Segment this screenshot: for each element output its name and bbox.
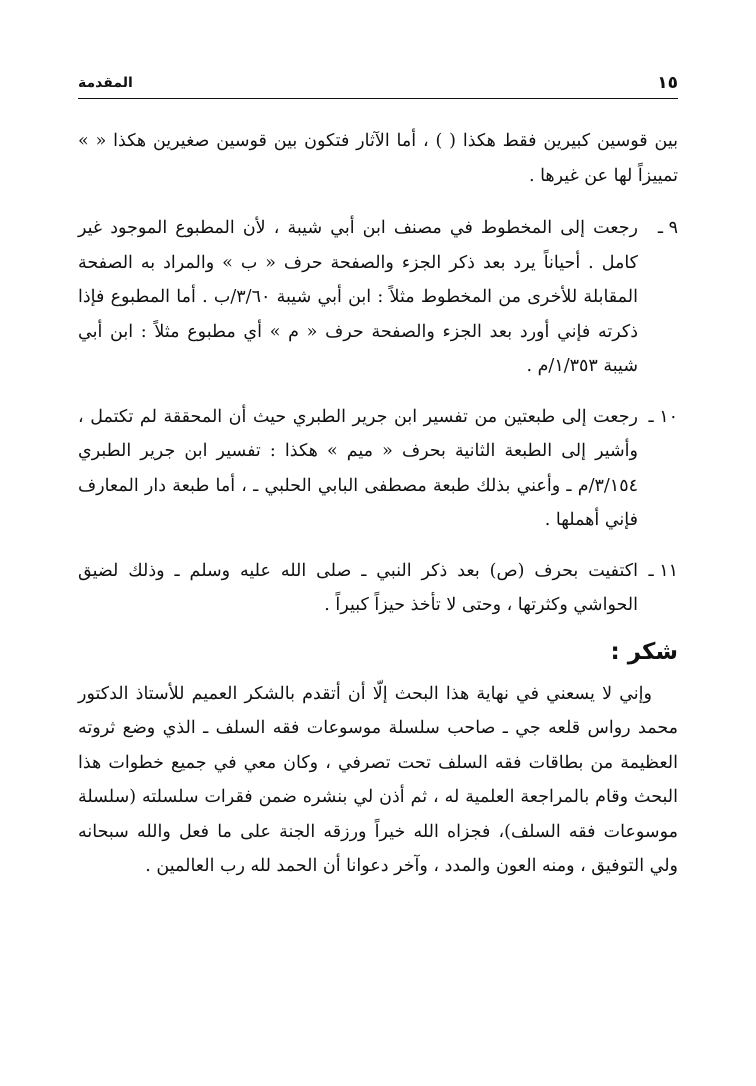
- thanks-paragraph: وإني لا يسعني في نهاية هذا البحث إلّا أن أتقدم بالشكر العميم للأستاذ الدكتور محمد رواس قلعه جي ـ صاحب سلسلة موسوعات فقه السلف ـ الذي وضع ثروته العظيمة من بطاقات فقه السلف تحت تصرفي ، وكان معي في جميع خطوات هذا البحث وقام بالمراجعة العلمية له ، ثم أذن لي بنشره ضمن فقرات سلسلته (سلسلة موسوعات فقه السلف)، فجزاه الله خيراً ورزقه الجنة على ما فعل والله سبحانه ولي التوفيق ، ومنه العون والمدد ، وآخر دعوانا أن الحمد لله رب العالمين .: [78, 683, 678, 876]
- page-body: [78, 124, 678, 884]
- item-number: ١٠ ـ: [648, 406, 678, 427]
- item-text: رجعت إلى طبعتين من تفسير ابن جرير الطبري حيث أن المحققة لم تكتمل ، وأشير إلى الطبعة الثانية بحرف « ميم » هكذا : تفسير ابن جرير الطبري ٣/١٥٤/م ـ وأعني بذلك طبعة مصطفى البابي الحلبي ـ ، أما طبعة دار المعارف فإني أهملها .: [78, 406, 638, 530]
- item-text: رجعت إلى المخطوط في مصنف ابن أبي شيبة ، لأن المطبوع الموجود غير كامل . أحياناً يرد بعد ذكر الجزء والصفحة حرف « ب » والمراد به الصفحة المقابلة للأخرى من المخطوط مثلاً : ابن أبي شيبة ٣/٦٠/ب . أما المطبوع فإذا ذكرته فإني أورد بعد الجزء والصفحة حرف « م » أي مطبوع مثلاً : ابن أبي شيبة ١/٣٥٣/م .: [78, 218, 638, 376]
- section-title: المقدمة: [78, 75, 133, 91]
- list-item-10: [78, 400, 678, 538]
- page-number: ١٥: [657, 73, 678, 93]
- running-header: [78, 68, 678, 99]
- item-number: ٩ ـ: [657, 218, 678, 238]
- list-item-9: [78, 211, 678, 384]
- list-item-11: [78, 554, 678, 623]
- item-text: اكتفيت بحرف (ص) بعد ذكر النبي ـ صلى الله عليه وسلم ـ وذلك لضيق الحواشي وكثرتها ، وحتى لا تأخذ حيزاً كبيراً .: [78, 560, 638, 615]
- thanks-heading: شكر :: [610, 638, 678, 665]
- item-number: ١١ ـ: [648, 560, 678, 581]
- intro-paragraph: بين قوسين كبيرين فقط هكذا ( ) ، أما الآثار فتكون بين قوسين صغيرين هكذا « » تمييزاً لها عن غيرها .: [78, 131, 678, 186]
